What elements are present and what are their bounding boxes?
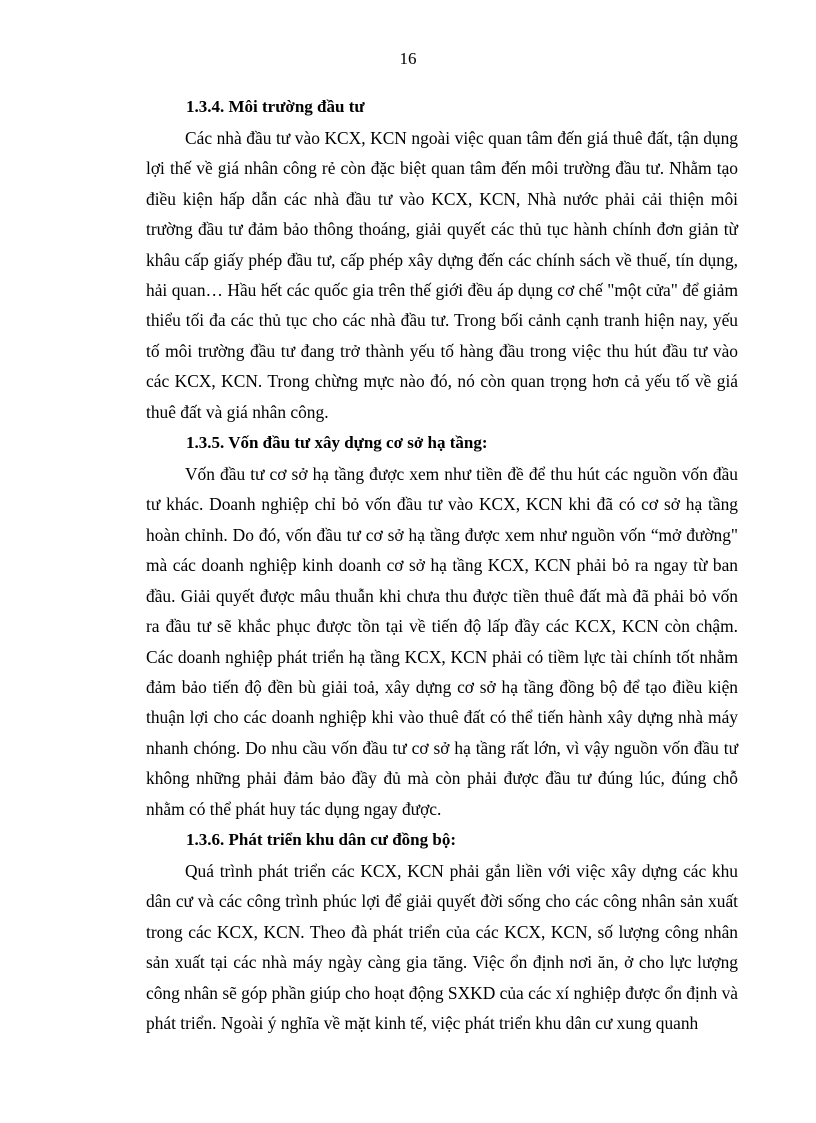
section-paragraph: Quá trình phát triển các KCX, KCN phải gắn liền với việc xây dựng các khu dân cư và các công trình phúc lợi để giải quyết đời sống cho các công nhân sản xuất trong các KCX, KCN. Theo đà phát triển của các KCX, KCN, số lượng công nhân sản xuất tại các nhà máy ngày càng gia tăng. Việc ổn định nơi ăn, ở cho lực lượng công nhân sẽ góp phần giúp cho hoạt động SXKD của các xí nghiệp được ổn định và phát triển. Ngoài ý nghĩa về mặt kinh tế, việc phát triển khu dân cư xung quanh bbox=[146, 860, 738, 1033]
section-paragraph: Vốn đầu tư cơ sở hạ tầng được xem như tiền đề để thu hút các nguồn vốn đầu tư khác. Doanh nghiệp chỉ bỏ vốn đầu tư vào KCX, KCN khi đã có cơ sở hạ tầng hoàn chỉnh. Do đó, vốn đầu tư cơ sở hạ tầng được xem như nguồn vốn “mở đường" mà các doanh nghiệp kinh doanh cơ sở hạ tầng KCX, KCN phải bỏ ra ngay từ ban đầu. Giải quyết được mâu thuẫn khi chưa thu được tiền thuê đất mà đã phải bỏ vốn ra đầu tư sẽ khắc phục được tồn tại về tiến độ lấp đầy các KCX, KCN còn chậm. Các doanh nghiệp phát triển hạ tầng KCX, KCN phải có tiềm lực tài chính tốt nhằm đảm bảo tiến độ đền bù giải toả, xây dựng cơ sở hạ tầng đồng bộ để tạo điều kiện thuận lợi cho các doanh nghiệp khi vào thuê đất có thể tiến hành xây dựng nhà máy nhanh chóng. Do nhu cầu vốn đầu tư cơ sở hạ tầng rất lớn, vì vậy nguồn vốn đầu tư không những phải đảm bảo đầy đủ mà còn phải được đầu tư đúng lúc, đúng chỗ nhằm có thể phát huy tác dụng ngay được. bbox=[146, 464, 738, 819]
section-heading: 1.3.6. Phát triển khu dân cư đồng bộ: bbox=[186, 829, 456, 849]
section-residential-development bbox=[146, 824, 738, 1038]
page-number: 16 bbox=[399, 49, 417, 68]
section-infrastructure-capital bbox=[146, 427, 738, 824]
section-investment-environment bbox=[146, 91, 738, 427]
document-body bbox=[146, 91, 738, 1038]
section-heading: 1.3.5. Vốn đầu tư xây dựng cơ sở hạ tầng: bbox=[186, 433, 488, 453]
section-paragraph: Các nhà đầu tư vào KCX, KCN ngoài việc quan tâm đến giá thuê đất, tận dụng lợi thế về giá nhân công rẻ còn đặc biệt quan tâm đến môi trường đầu tư. Nhằm tạo điều kiện hấp dẫn các nhà đầu tư vào KCX, KCN, Nhà nước phải cải thiện môi trường đầu tư đảm bảo thông thoáng, giải quyết các thủ tục hành chính đơn giản từ khâu cấp giấy phép đầu tư, cấp phép xây dựng đến các chính sách về thuế, tín dụng, hải quan… Hầu hết các quốc gia trên thế giới đều áp dụng cơ chế "một cửa" để giảm thiểu tối đa các thủ tục cho các nhà đầu tư. Trong bối cảnh cạnh tranh hiện nay, yếu tố môi trường đầu tư đang trở thành yếu tố hàng đầu trong việc thu hút đầu tư vào các KCX, KCN. Trong chừng mực nào đó, nó còn quan trọng hơn cả yếu tố về giá thuê đất và giá nhân công. bbox=[146, 128, 738, 422]
section-heading: 1.3.4. Môi trường đầu tư bbox=[186, 97, 365, 116]
